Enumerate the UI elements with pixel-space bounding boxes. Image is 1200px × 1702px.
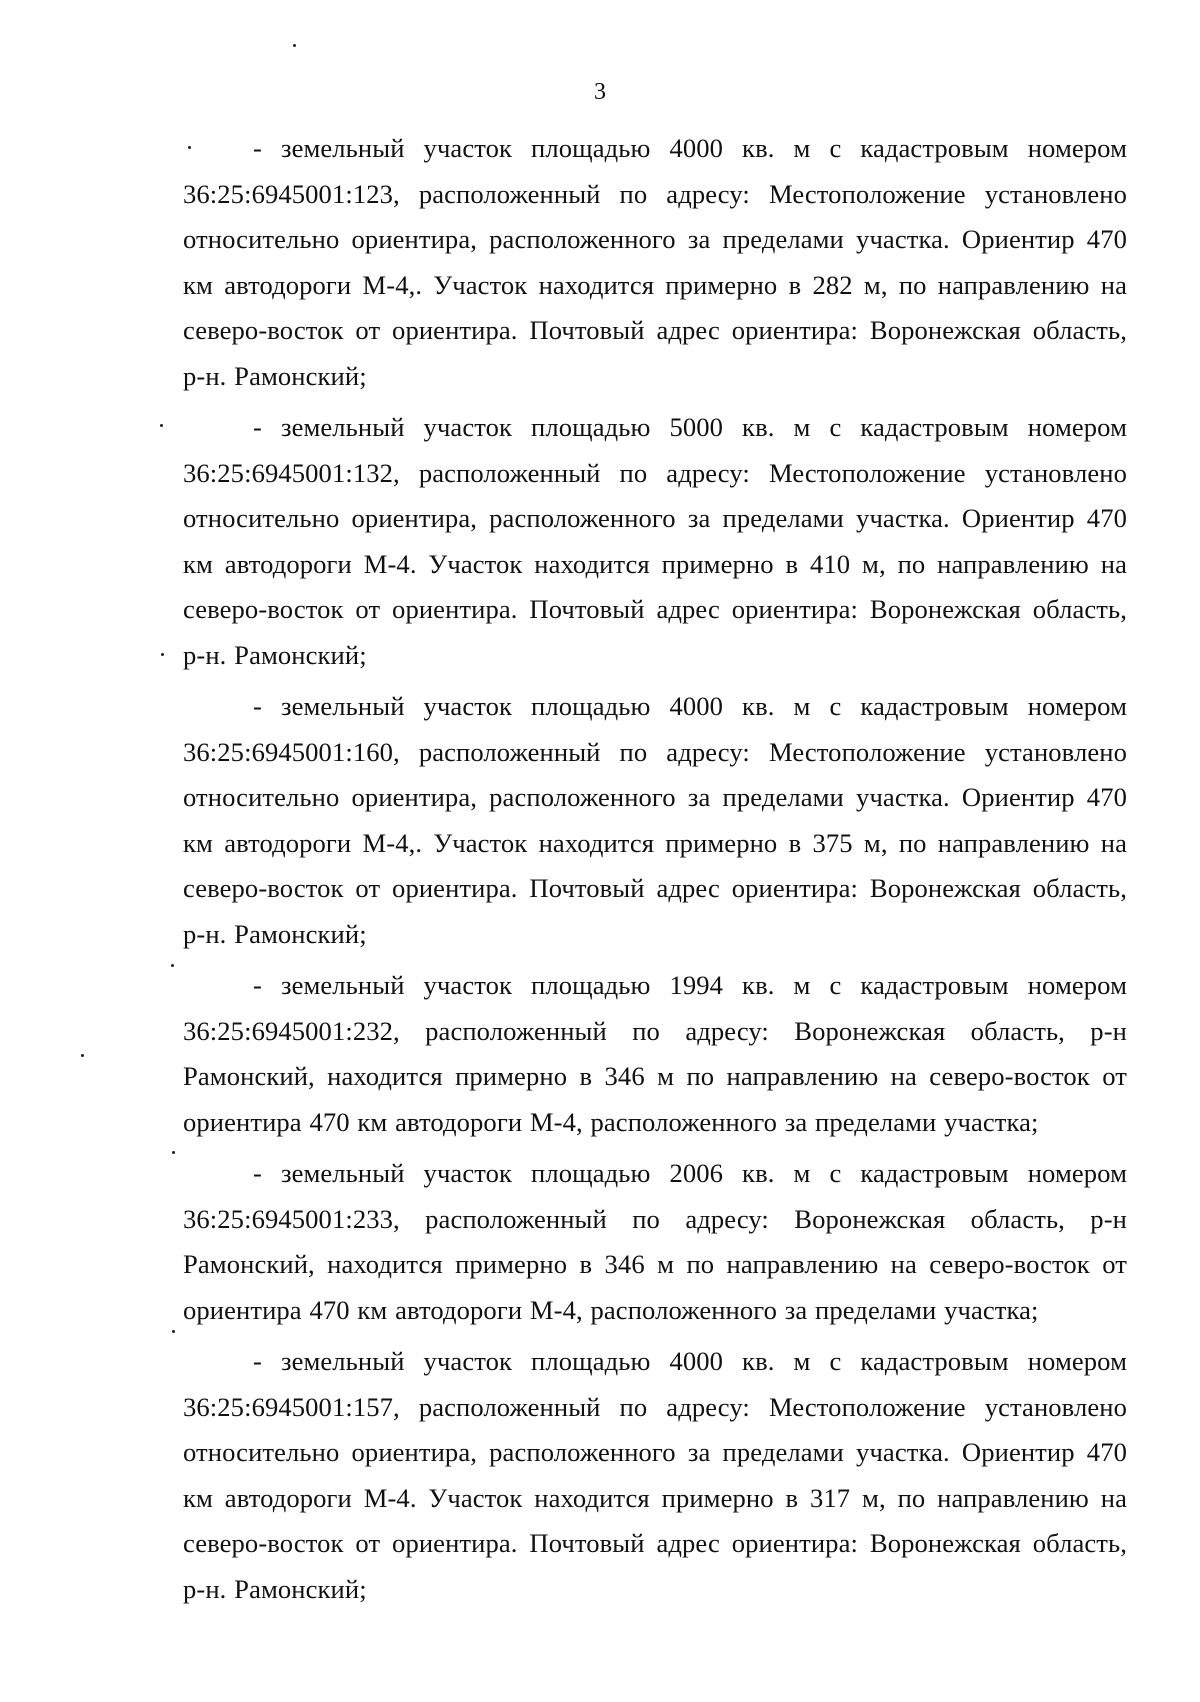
scan-speck [81, 1054, 84, 1057]
land-plot-paragraph: - земельный участок площадью 1994 кв. м с кадастровым номером 36:25:6945001:232, расположенный по адресу: Воронежская область, р-н Рамонский, находится примерно в 346 м по направлению на северо-восток от ориентира 470 км автодороги М-4, расположенного за пределами участка; [183, 970, 1127, 1137]
land-plot-paragraph: - земельный участок площадью 2006 кв. м с кадастровым номером 36:25:6945001:233, расположенный по адресу: Воронежская область, р-н Рамонский, находится примерно в 346 м по направлению на северо-восток от ориентира 470 км автодороги М-4, расположенного за пределами участка; [183, 1158, 1127, 1325]
land-plot-paragraph: - земельный участок площадью 5000 кв. м с кадастровым номером 36:25:6945001:132, расположенный по адресу: Местоположение установлено относительно ориентира, расположенного за пределами участка. Ориентир 470 км автодороги М-4. Участок находится примерно в 410 м, по направлению на северо-восток от ориентира. Почтовый адрес ориентира: Воронежская область, р-н. Рамонский; [183, 412, 1127, 670]
page-number: 3 [594, 79, 606, 105]
scan-speck [171, 964, 174, 967]
scan-speck [188, 146, 191, 149]
land-plot-paragraph: - земельный участок площадью 4000 кв. м с кадастровым номером 36:25:6945001:160, расположенный по адресу: Местоположение установлено относительно ориентира, расположенного за пределами участка. Ориентир 470 км автодороги М-4,. Участок находится примерно в 375 м, по направлению на северо-восток от ориентира. Почтовый адрес ориентира: Воронежская область, р-н. Рамонский; [183, 691, 1127, 949]
scan-speck [172, 1151, 175, 1154]
land-plot-paragraph: - земельный участок площадью 4000 кв. м с кадастровым номером 36:25:6945001:157, расположенный по адресу: Местоположение установлено относительно ориентира, расположенного за пределами участка. Ориентир 470 км автодороги М-4. Участок находится примерно в 317 м, по направлению на северо-восток от ориентира. Почтовый адрес ориентира: Воронежская область, р-н. Рамонский; [183, 1346, 1127, 1604]
scan-speck [160, 424, 163, 427]
document-body [183, 126, 1127, 1618]
scan-speck [172, 1330, 175, 1333]
scan-speck [293, 44, 296, 47]
land-plot-paragraph: - земельный участок площадью 4000 кв. м с кадастровым номером 36:25:6945001:123, расположенный по адресу: Местоположение установлено относительно ориентира, расположенного за пределами участка. Ориентир 470 км автодороги М-4,. Участок находится примерно в 282 м, по направлению на северо-восток от ориентира. Почтовый адрес ориентира: Воронежская область, р-н. Рамонский; [183, 133, 1127, 391]
scan-speck [161, 653, 164, 656]
